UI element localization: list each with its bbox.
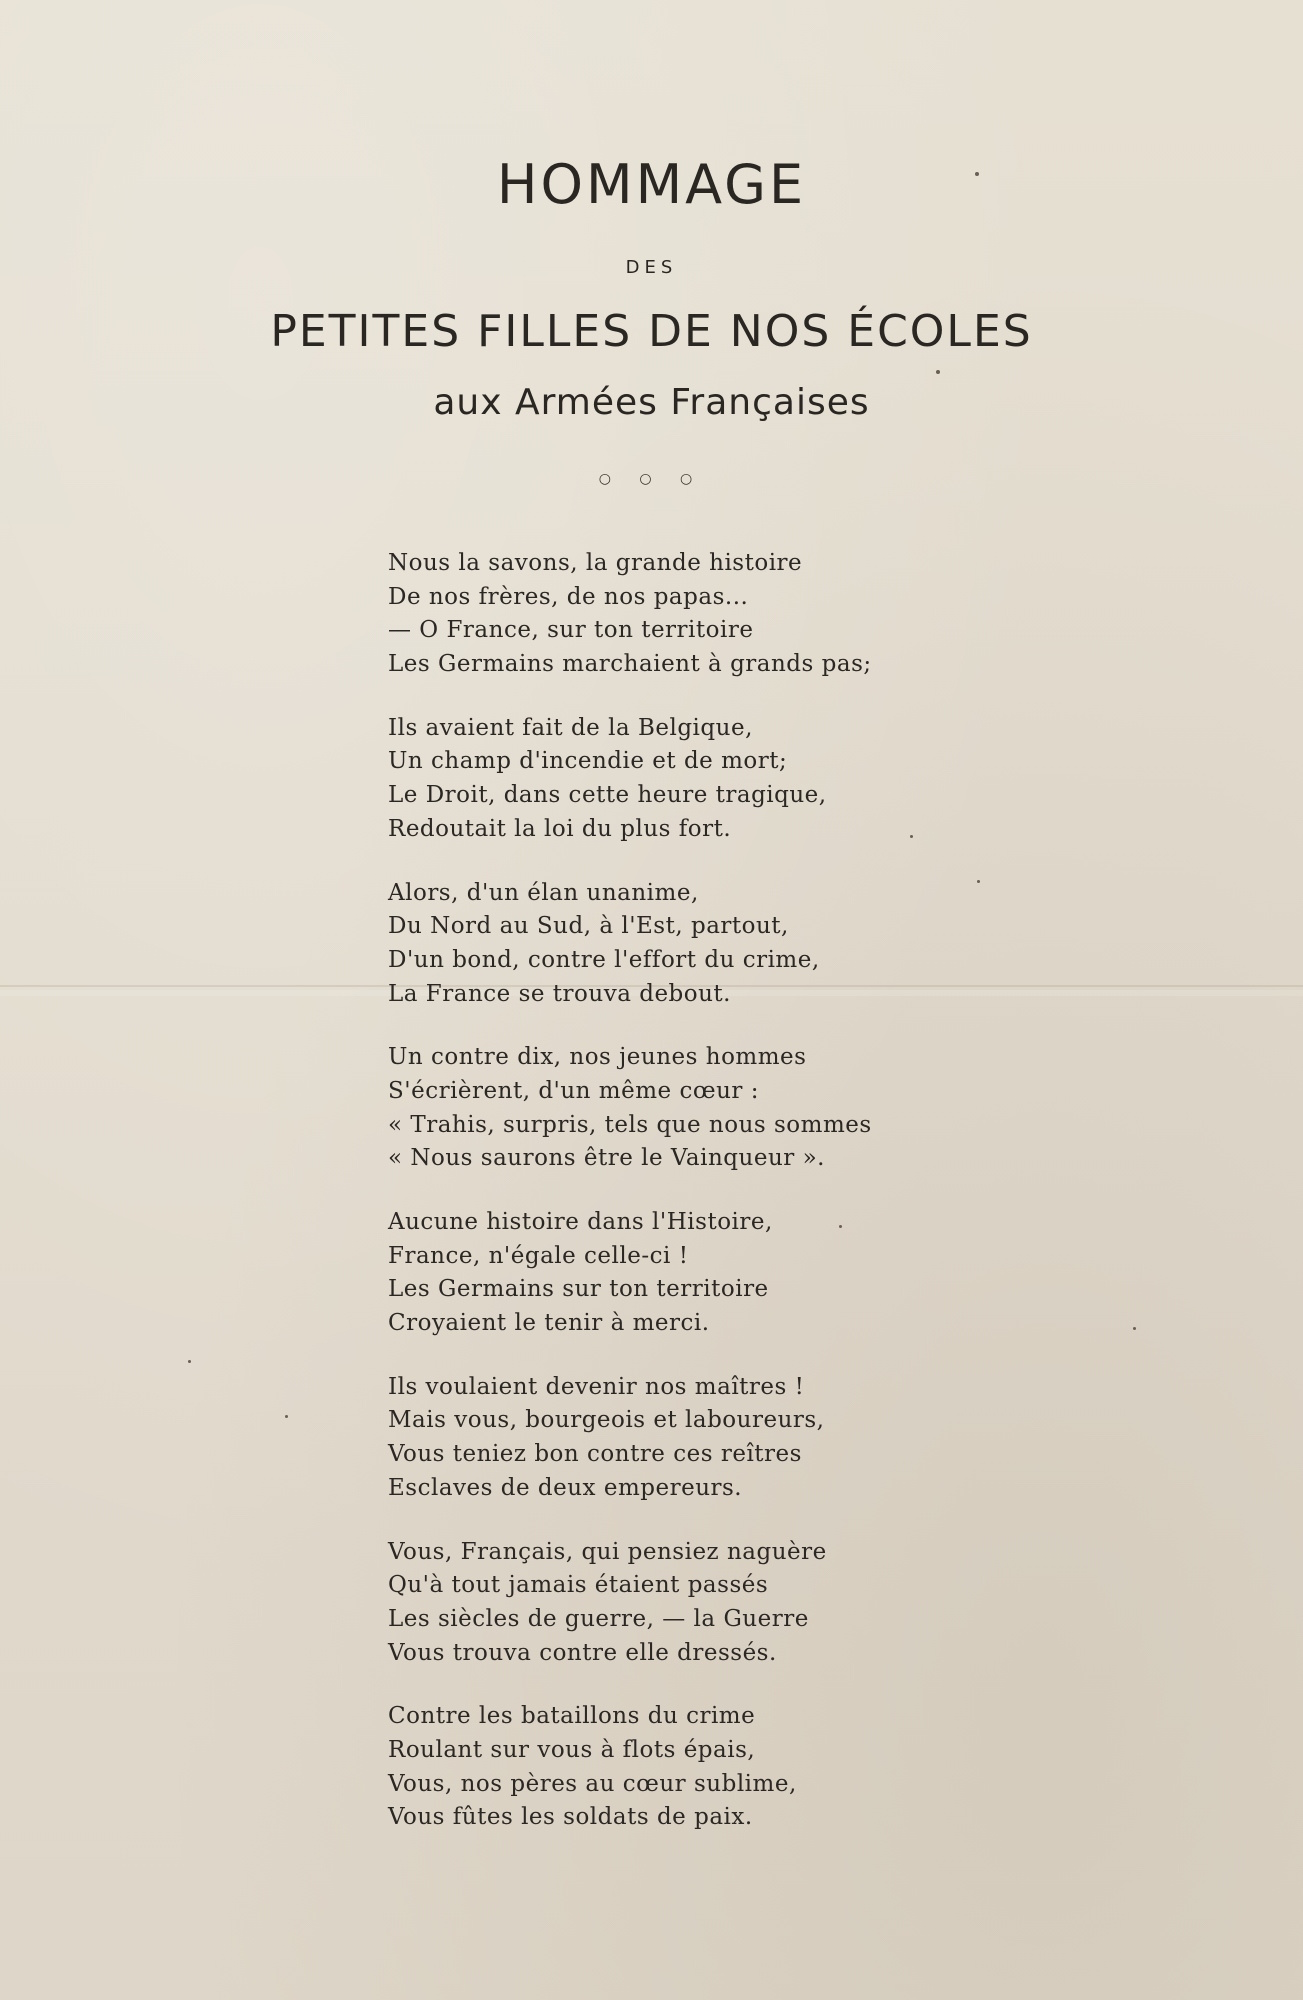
poem-line: Les Germains sur ton territoire — [388, 1276, 769, 1303]
poem-line: Nous la savons, la grande histoire — [388, 550, 803, 576]
poem-line: « Nous saurons être le Vainqueur ». — [388, 1145, 825, 1172]
poem-body — [388, 547, 948, 1865]
document-title: HOMMAGE — [496, 153, 807, 216]
poem-stanza — [388, 1206, 948, 1341]
document-tagline: aux Armées Françaises — [433, 382, 870, 423]
poem-line: Croyaient le tenir à merci. — [388, 1310, 710, 1337]
title-connector: DES — [625, 257, 678, 278]
poem-stanza — [388, 877, 948, 1012]
poem-stanza — [388, 1536, 948, 1671]
poem-line: La France se trouva debout. — [388, 980, 731, 1007]
poem-line: France, n'égale celle-ci ! — [388, 1242, 689, 1269]
poem-line: Un contre dix, nos jeunes hommes — [388, 1044, 807, 1071]
poem-line: Aucune histoire dans l'Histoire, — [388, 1209, 773, 1235]
document-subtitle: PETITES FILLES DE NOS ÉCOLES — [270, 306, 1033, 357]
poem-stanza — [388, 1041, 948, 1176]
poem-line: « Trahis, surpris, tels que nous sommes — [388, 1111, 872, 1138]
poem-line: Les siècles de guerre, — la Guerre — [388, 1605, 809, 1632]
poem-line: Contre les bataillons du crime — [388, 1703, 756, 1730]
poem-line: Vous, Français, qui pensiez naguère — [388, 1538, 827, 1565]
poem-line: Les Germains marchaient à grands pas; — [388, 651, 872, 678]
poem-line: — O France, sur ton territoire — [388, 617, 754, 644]
poem-line: Vous teniez bon contre ces reîtres — [388, 1441, 802, 1468]
poem-line: Du Nord au Sud, à l'Est, partout, — [388, 913, 789, 940]
poem-stanza — [388, 712, 948, 847]
poem-line: Un champ d'incendie et de mort; — [388, 748, 788, 775]
paper-speck — [936, 370, 940, 374]
poem-line: Esclaves de deux empereurs. — [388, 1474, 743, 1501]
poem-line: Roulant sur vous à flots épais, — [388, 1736, 756, 1763]
poem-line: De nos frères, de nos papas... — [388, 583, 749, 610]
paper-speck — [188, 1360, 191, 1363]
poem-line: Vous, nos pères au cœur sublime, — [388, 1770, 797, 1797]
paper-speck — [285, 1415, 288, 1418]
poem-line: Redoutait la loi du plus fort. — [388, 815, 732, 842]
poem-line: Qu'à tout jamais étaient passés — [388, 1572, 769, 1599]
ornament-circles: ○ ○ ○ — [598, 471, 705, 487]
poem-stanza — [388, 547, 948, 682]
poem-line: Ils avaient fait de la Belgique, — [388, 714, 753, 741]
poem-line: Le Droit, dans cette heure tragique, — [388, 782, 827, 809]
poem-line: S'écrièrent, d'un même cœur : — [388, 1077, 759, 1104]
poem-line: D'un bond, contre l'effort du crime, — [388, 946, 820, 973]
poem-line: Mais vous, bourgeois et laboureurs, — [388, 1407, 825, 1434]
poem-line: Ils voulaient devenir nos maîtres ! — [388, 1373, 805, 1400]
poem-line: Vous trouva contre elle dressés. — [388, 1639, 777, 1666]
poem-line: Alors, d'un élan unanime, — [388, 879, 699, 906]
poem-line: Vous fûtes les soldats de paix. — [388, 1804, 753, 1831]
poem-stanza — [388, 1700, 948, 1835]
paper-speck — [1133, 1327, 1136, 1330]
poem-stanza — [388, 1371, 948, 1506]
paper-speck — [977, 880, 980, 883]
